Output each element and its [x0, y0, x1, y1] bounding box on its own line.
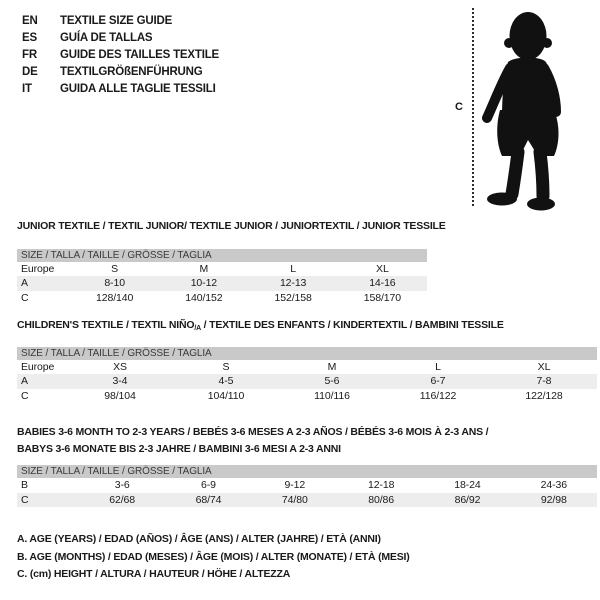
size-header-bar: SIZE / TALLA / TAILLE / GRÖSSE / TAGLIA	[17, 465, 597, 478]
language-title: GUÍA DE TALLAS	[60, 32, 153, 44]
row-label: B	[21, 479, 28, 492]
column-header: S	[222, 360, 230, 373]
language-code: IT	[22, 83, 32, 95]
table-cell: 80/86	[368, 493, 395, 506]
table-cell: 116/122	[419, 389, 457, 402]
language-title: TEXTILE SIZE GUIDE	[60, 15, 173, 27]
row-label: C	[21, 493, 29, 506]
row-label: C	[21, 291, 29, 304]
column-header: L	[435, 360, 441, 373]
table-cell: 98/104	[104, 389, 136, 402]
column-header: S	[111, 262, 119, 275]
language-code: DE	[22, 66, 38, 78]
column-header: XL	[537, 360, 551, 373]
column-header: XL	[376, 262, 389, 275]
table-cell: 158/170	[363, 291, 401, 304]
babies-textile-table	[17, 424, 597, 507]
table-cell: 14-16	[369, 277, 396, 290]
table-cell: 7-8	[536, 375, 552, 388]
table-title: JUNIOR TEXTILE / TEXTIL JUNIOR/ TEXTILE JUNIOR / JUNIORTEXTIL / JUNIOR TESSILE	[17, 220, 446, 232]
table-cell: 74/80	[281, 493, 308, 506]
table-cell: 104/110	[207, 389, 245, 402]
column-header: XS	[113, 360, 127, 373]
table-cell: 110/116	[314, 389, 350, 402]
table-cell: 8-10	[104, 277, 125, 290]
row-label: A	[21, 375, 28, 388]
column-header: M	[327, 360, 337, 373]
title-part: / TEXTILE DES ENFANTS / KINDERTEXTIL / BAMBINI TESSILE	[200, 319, 504, 331]
height-measure-dotted-line	[472, 8, 474, 206]
table-cell: 6-7	[430, 375, 446, 388]
table-row	[17, 389, 597, 404]
table-cell: 4-5	[218, 375, 234, 388]
table-cell: 62/68	[109, 493, 136, 506]
column-header: L	[290, 262, 296, 275]
language-row-en	[22, 13, 219, 30]
language-code: ES	[22, 32, 37, 44]
size-header-bar: SIZE / TALLA / TAILLE / GRÖSSE / TAGLIA	[17, 249, 427, 262]
table-cell: 92/98	[540, 493, 567, 506]
table-row	[17, 291, 427, 306]
toddler-silhouette	[482, 6, 570, 211]
table-cell: 152/158	[274, 291, 312, 304]
table-title-line1: BABIES 3-6 MONTH TO 2-3 YEARS / BEBÉS 3-6 MESES A 2-3 AÑOS / BÉBÉS 3-6 MOIS À 2-3 ANS /	[17, 426, 489, 438]
column-header: M	[199, 262, 209, 275]
row-label: A	[21, 277, 28, 290]
table-cell: 5-6	[324, 375, 340, 388]
language-row-it	[22, 81, 219, 98]
table-cell: 24-36	[540, 479, 567, 492]
table-cell: 86/92	[454, 493, 481, 506]
note-b: B. AGE (MONTHS) / EDAD (MESES) / ÂGE (MOIS) / ALTER (MONATE) / ETÀ (MESI)	[17, 550, 410, 563]
language-title: GUIDE DES TAILLES TEXTILE	[60, 49, 219, 61]
table-row	[17, 374, 597, 389]
title-part: CHILDREN'S TEXTILE / TEXTIL NIÑO	[17, 319, 195, 331]
language-code: EN	[22, 15, 38, 27]
table-cell: 10-12	[190, 277, 218, 290]
size-header-bar: SIZE / TALLA / TAILLE / GRÖSSE / TAGLIA	[17, 347, 597, 360]
legend-notes	[17, 531, 410, 584]
table-row	[17, 276, 427, 291]
row-label: Europe	[21, 262, 55, 275]
language-row-es	[22, 30, 219, 47]
table-cell: 12-13	[279, 277, 307, 290]
table-cell: 6-9	[201, 479, 216, 492]
table-cell: 128/140	[95, 291, 134, 304]
table-cell: 9-12	[284, 479, 306, 492]
language-list	[22, 13, 219, 98]
table-cell: 18-24	[454, 479, 481, 492]
title-subscript: /A	[194, 325, 201, 332]
childrens-textile-table	[17, 317, 597, 403]
language-row-de	[22, 64, 219, 81]
height-measure-label: C	[455, 101, 463, 113]
table-cell: 3-4	[112, 375, 128, 388]
table-row	[17, 478, 597, 493]
table-title-line2: BABYS 3-6 MONATE BIS 2-3 JAHRE / BAMBINI 3-6 MESI A 2-3 ANNI	[17, 442, 341, 455]
junior-textile-table	[17, 218, 446, 305]
table-header-row	[17, 262, 427, 277]
table-cell: 3-6	[114, 479, 130, 492]
language-row-fr	[22, 47, 219, 64]
table-row	[17, 493, 597, 508]
table-title	[17, 317, 597, 338]
note-a: A. AGE (YEARS) / EDAD (AÑOS) / ÂGE (ANS) / ALTER (JAHRE) / ETÀ (ANNI)	[17, 533, 381, 545]
language-title: TEXTILGRÖßENFÜHRUNG	[60, 66, 203, 78]
table-header-row	[17, 360, 597, 375]
language-code: FR	[22, 49, 37, 61]
table-cell: 140/152	[185, 291, 223, 304]
language-title: GUIDA ALLE TAGLIE TESSILI	[60, 83, 216, 95]
note-c: C. (cm) HEIGHT / ALTURA / HAUTEUR / HÖHE / ALTEZZA	[17, 568, 291, 580]
table-cell: 12-18	[367, 479, 395, 492]
row-label: C	[21, 389, 29, 402]
row-label: Europe	[21, 360, 55, 373]
table-cell: 122/128	[525, 389, 563, 402]
table-cell: 68/74	[195, 493, 222, 506]
